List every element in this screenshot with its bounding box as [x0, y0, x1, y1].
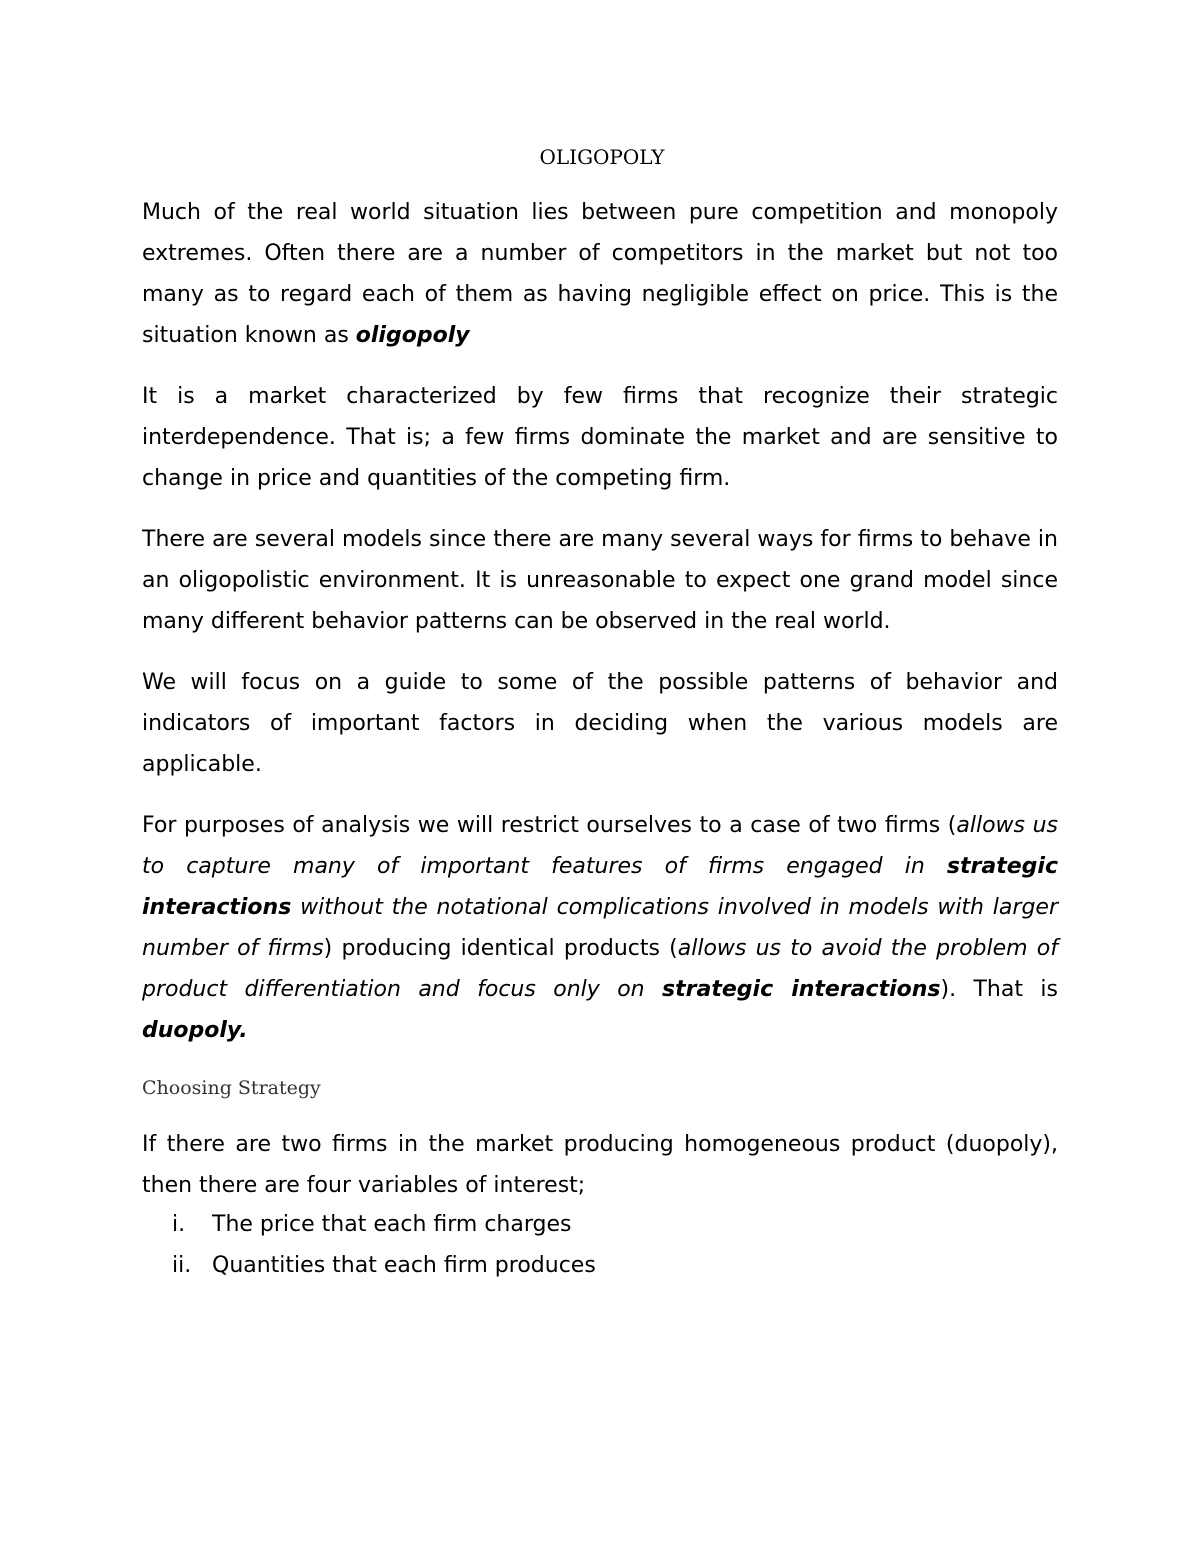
document-title: OLIGOPOLY [539, 145, 665, 169]
list-item [142, 1204, 1058, 1245]
intro-text: Much of the real world situation lies between pure competition and monopoly extremes. Often there are a number of competitors in the market but not too many as to regard each of them as having negligible effect on price. This is the situation known as [142, 200, 1058, 348]
analysis-s6: allows us to avoid the problem of product differentiation and focus only on [142, 936, 1059, 1002]
term-oligopoly: oligopoly [355, 323, 470, 348]
list-number: ii. [172, 1253, 192, 1278]
analysis-s1: For purposes of analysis we will restrict ourselves to a case of two firms ( [142, 813, 957, 838]
variables-list [142, 1204, 1058, 1286]
document-page [142, 140, 1058, 1286]
list-item-text: The price that each firm charges [212, 1212, 572, 1237]
paragraph-focus: We will focus on a guide to some of the possible patterns of behavior and indicators of important factors in deciding when the various models are applicable. [142, 670, 1058, 777]
list-item [142, 1245, 1058, 1286]
paragraph-definition: It is a market characterized by few firms that recognize their strategic interdependence. That is; a few firms dominate the market and are sensitive to change in price and quantities of the competing firm. [142, 384, 1058, 491]
analysis-s5: ) producing identical products ( [323, 936, 678, 961]
paragraph-variables: If there are two firms in the market producing homogeneous product (duopoly), then there are four variables of interest; [142, 1132, 1058, 1198]
paragraph-analysis [142, 805, 1058, 1051]
analysis-strategic-1: strategic interactions [142, 854, 1058, 920]
analysis-strategic-2: strategic interactions [662, 977, 941, 1002]
analysis-s4: without the notational complications involved in models with larger number of firms [142, 895, 1058, 961]
paragraph-models: There are several models since there are many several ways for firms to behave in an oligopolistic environment. It is unreasonable to expect one grand model since many different behavior patterns can be observed in the real world. [142, 527, 1058, 634]
term-duopoly: duopoly. [142, 1018, 248, 1043]
list-number: i. [172, 1212, 186, 1237]
paragraph-intro [142, 192, 1058, 356]
section-heading: Choosing Strategy [142, 1077, 321, 1099]
analysis-s8: ). That is [940, 977, 1058, 1002]
list-item-text: Quantities that each firm produces [212, 1253, 596, 1278]
analysis-s2: allows us to capture many of important features of firms engaged in [142, 813, 1058, 879]
